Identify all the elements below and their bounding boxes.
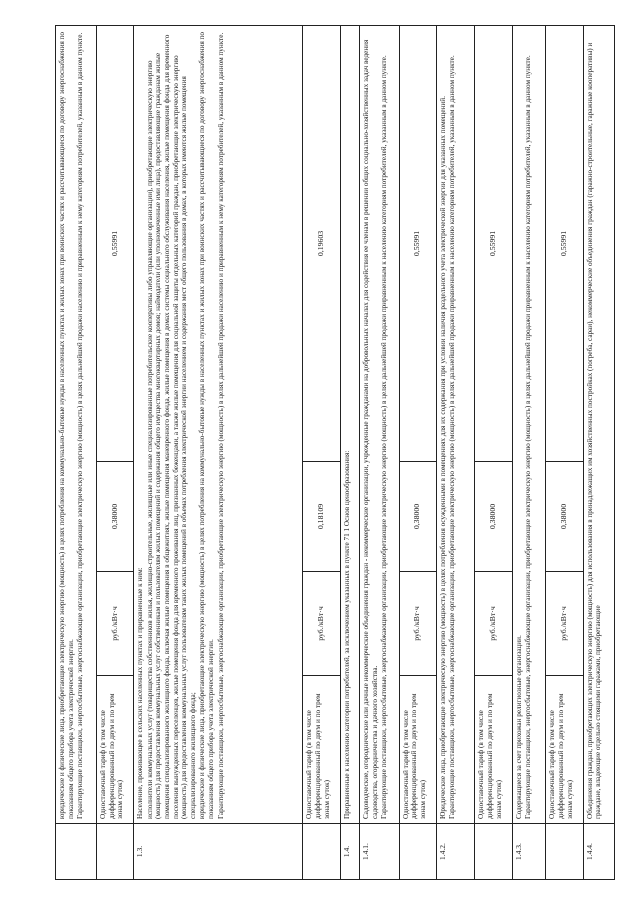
row-number (399, 824, 436, 880)
category-description (340, 25, 359, 823)
row-number: 1.4.2. (436, 824, 475, 880)
row-number: 1.3. (134, 824, 303, 880)
category-description (56, 25, 97, 823)
tariff-unit: руб./кВт·ч (546, 572, 583, 676)
tariff-label: Одноставочный тариф (в том числе дифференцированный по двум и по трем зонам суток) (303, 676, 340, 824)
table-row (399, 25, 436, 879)
tariff-label: Одноставочный тариф (в том числе дифференцированный по двум и по трем зонам суток) (399, 676, 436, 824)
description-paragraph: юридические и физические лица, приобретающие электрическую энергию (мощность) в целях потребления на коммунально-бытовые нужды в населенных пунктах и жилых зонах при воинских частях и рассчитывающиеся по договору энергоснабжения по показаниям общего прибора учета электрической энергии. (198, 32, 215, 819)
tariff-label: Одноставочный тариф (в том числе дифференцированный по двум и по трем зонам суток) (475, 676, 512, 824)
row-number (475, 824, 512, 880)
tariff-value-second-half: 0,55991 (475, 25, 512, 461)
description-paragraph: Гарантирующие поставщики, энергосбытовые, энергоснабжающие организации, приобретающие электрическую энергию (мощность) в целях дальнейшей продажи приравненным к населению категориям потребителей, указанным в данном пункте. (448, 55, 457, 819)
category-description (134, 25, 303, 823)
tariff-unit: руб./кВт·ч (475, 572, 512, 676)
category-description (583, 25, 614, 823)
category-description (512, 25, 546, 823)
table-row (303, 25, 340, 879)
tariff-value-first-half: 0,38000 (546, 462, 583, 572)
table-body (56, 25, 615, 879)
tariff-value-first-half: 0,38000 (475, 462, 512, 572)
tariff-unit: руб./кВт·ч (399, 572, 436, 676)
category-description (359, 25, 399, 823)
row-number (97, 824, 134, 880)
description-paragraph: Гарантирующие поставщики, энергосбытовые, энергоснабжающие организации, приобретающие электрическую энергию (мощность) в целях дальнейшей продажи приравненным к населению категориям потребителей, указанным в данном пункте. (380, 55, 389, 819)
description-paragraph: Юридические лица, приобретающие электрическую энергию (мощность) в целях потребления осужденными в помещениях для их содержания при условии наличия раздельного учета электрической энергии для указанных помещений. (438, 96, 447, 819)
row-number: 1.4.3. (512, 824, 546, 880)
table-row (56, 25, 97, 879)
description-paragraph: Гарантирующие поставщики, энергосбытовые, энергоснабжающие организации, приобретающие электрическую энергию (мощность) в целях дальнейшей продажи населению и приравненным к нему категориям потребителей, указанным в данном пункте. (76, 32, 85, 819)
table-row (475, 25, 512, 879)
tariff-value-second-half: 0,55991 (399, 25, 436, 461)
tariff-unit: руб./кВт·ч (97, 572, 134, 676)
row-number (546, 824, 583, 880)
row-number (56, 824, 97, 880)
tariff-value-second-half: 0,55991 (97, 25, 134, 461)
tariff-label: Одноставочный тариф (в том числе дифференцированный по двум и по трем зонам суток) (97, 676, 134, 824)
table-row (97, 25, 134, 879)
table-row (546, 25, 583, 879)
table-row (512, 25, 546, 879)
rotated-document (55, 26, 615, 880)
tariff-unit: руб./кВт·ч (303, 572, 340, 676)
table-row (583, 25, 614, 879)
description-paragraph: Гарантирующие поставщики, энергосбытовые, энергоснабжающие организации, приобретающие электрическую энергию (мощность) в целях дальнейшей продажи населению и приравненным к нему категориям потребителей, указанным в данном пункте. (216, 32, 225, 819)
description-paragraph: исполнители коммунальных услуг (товарищества собственников жилья, жилищно-строительные, жилищные или иные специализированные потребительские кооперативы либо управляющие организации), приобретающие электрическую энергию (мощность) для предоставления коммунальных услуг собственникам и пользователям жилых помещений и содержания общего имущества многоквартирных домов; наймодатели (или уполномоченные ими лица), предоставляющие гражданам жилые помещения специализированного жилищного фонда, включая жилые помещения в общежитиях, жилые помещения маневренного фонда, жилые помещения в домах системы социального обслуживания населения, жилые помещения фонда для временного поселения вынужденных переселенцев, жилые помещения фонда для временного проживания лиц, признанных беженцами, а также жилые помещения для социальной защиты отдельных категорий граждан, приобретающие электрическую энергию (мощность) для предоставления коммунальных услуг пользователям таких жилых помещений в объемах потребления электрической энергии населением и содержания мест общего пользования в домах, в которых имеются жилые помещения специализированного жилищного фонда; (145, 34, 197, 819)
table-row (340, 25, 359, 879)
description-paragraph: Садоводческие, огороднические или дачные некоммерческие объединения граждан - некоммерческие организации, учрежденные гражданами на добровольных началах для содействия ее членам в решении общих социально-хозяйственных задач ведения садоводства, огородничества и дачного хозяйства. (361, 39, 379, 819)
table-row (436, 25, 475, 879)
description-paragraph: Содержащиеся за счет прихожан религиозные организации. (514, 635, 523, 819)
tariff-table (55, 25, 615, 880)
table-row (359, 25, 399, 879)
row-number: 1.4.1. (359, 824, 399, 880)
description-paragraph: Население, проживающее в сельских населенных пунктах и приравненные к ним: (136, 567, 145, 819)
tariff-value-second-half: 0,55991 (546, 25, 583, 461)
description-paragraph: юридические и физические лица, приобретающие электрическую энергию (мощность) в целях потребления на коммунально-бытовые нужды в населенных пунктах и жилых зонах при воинских частях и рассчитывающиеся по договору энергоснабжения по показаниям общего прибора учета электрической энергии. (58, 32, 75, 819)
description-paragraph: Гарантирующие поставщики, энергосбытовые, энергоснабжающие организации, приобретающие электрическую энергию (мощность) в целях дальнейшей продажи приравненным к населению категориям потребителей, указанным в данном пункте. (524, 55, 533, 819)
tariff-value-first-half: 0,38000 (399, 462, 436, 572)
table-row (134, 25, 303, 879)
tariff-label: Одноставочный тариф (в том числе дифференцированный по двум и по трем зонам суток) (546, 676, 583, 824)
category-description (436, 25, 475, 823)
row-number (303, 824, 340, 880)
row-number: 1.4. (340, 824, 359, 880)
tariff-value-second-half: 0,19603 (303, 25, 340, 461)
tariff-value-first-half: 0,18109 (303, 462, 340, 572)
row-number: 1.4.4. (583, 824, 614, 880)
description-paragraph: Приравненные к населению категории потребителей, за исключением указанных в пункте 71 1 Основ ценообразования: (342, 450, 351, 819)
tariff-value-first-half: 0,38000 (97, 462, 134, 572)
description-paragraph: Объединения граждан, приобретающих электрическую энергию (мощность) для использования в принадлежащих им хозяйственных постройках (погреба, сараи), некоммерческие объединения граждан (гаражно-строительные, гаражные кооперативы) и граждане, владеющие отдельно стоящими гаражами, приобретающие (585, 42, 603, 819)
